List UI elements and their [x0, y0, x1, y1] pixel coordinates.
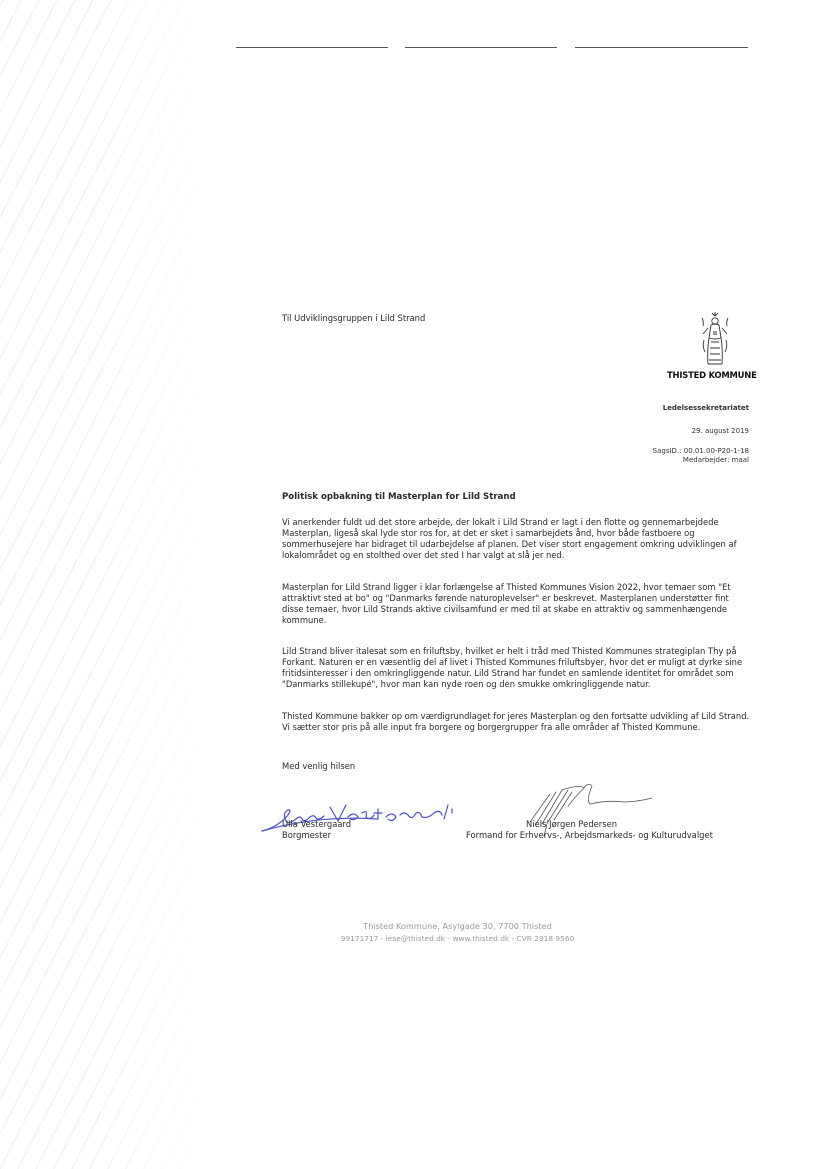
organization-name: THISTED KOMMUNE — [667, 370, 757, 380]
decorative-hatch-pattern — [0, 0, 215, 1169]
body-paragraph: Vi anerkender fuldt ud det store arbejde, der lokalt i Lild Strand er lagt i den flotte og gennemarbejdede Masterplan, ligeså skal lyde stor ros for, at det er sket i samarbejdets ånd, hvor både fastboere og sommerhusejere har bidraget til udarbejdelse af planen. Det viser stort engagement omkring udviklingen af lokalområdet og en stolthed over det sted I har valgt at slå jer ned. — [282, 517, 737, 560]
letter-date: 29. august 2019 — [691, 427, 749, 435]
letter-subject: Politisk opbakning til Masterplan for Lild Strand — [282, 492, 516, 502]
footer-contact: 99171717 - lese@thisted.dk - www.thisted.dk - CVR 2918 9560 — [340, 934, 575, 943]
case-id: SagsID.: 00.01.00-P20-1-18 — [652, 447, 749, 455]
staff-initials: Medarbejder: maal — [682, 456, 749, 464]
footer-address: Thisted Kommune, Asylgade 30, 7700 Thisted — [363, 921, 552, 931]
body-paragraph: Lild Strand bliver italesat som en friluftsby, hvilket er helt i tråd med Thisted Kommunes strategiplan Thy på Forkant. Naturen er en væsentlig del af livet i Thisted Kommunes friluftsbyer, hvor det er muligt at dyrke sine fritidsinteresser i den omkringliggende natur. Lild Strand har fundet en samlende identitet for området som "Danmarks stillekupé", hvor man kan nyde roen og den smukke omkringliggende natur. — [282, 646, 743, 689]
signatory-2-title: Formand for Erhvervs-, Arbejdsmarkeds- og Kulturudvalget — [466, 830, 713, 840]
signatory-2-name: Niels Jørgen Pedersen — [526, 819, 618, 829]
body-paragraph: Thisted Kommune bakker op om værdigrundlaget for jeres Masterplan og den fortsatte udvikling af Lild Strand. Vi sætter stor pris på alle input fra borgere og borgergrupper fra alle områder af Thisted Kommune. — [282, 711, 750, 732]
body-paragraph: Masterplan for Lild Strand ligger i klar forlængelse af Thisted Kommunes Vision 2022, hvor temaer som "Et attraktivt sted at bo" og "Danmarks førende naturoplevelser" er beskrevet. Masterplanen understøtter fint disse temaer, hvor Lild Strands aktive civilsamfund er med til at skabe en attraktiv og sammenhængende kommune. — [282, 582, 731, 625]
signatory-1-title: Borgmester — [282, 830, 332, 840]
department: Ledelsessekretariatet — [662, 404, 749, 412]
header-rule-3 — [575, 47, 748, 48]
header-rule-2 — [405, 47, 557, 48]
signatory-1-name: Ulla Vestergaard — [282, 819, 352, 829]
recipient: Til Udviklingsgruppen i Lild Strand — [282, 313, 426, 323]
header-rule-1 — [236, 47, 388, 48]
closing-greeting: Med venlig hilsen — [282, 761, 356, 771]
